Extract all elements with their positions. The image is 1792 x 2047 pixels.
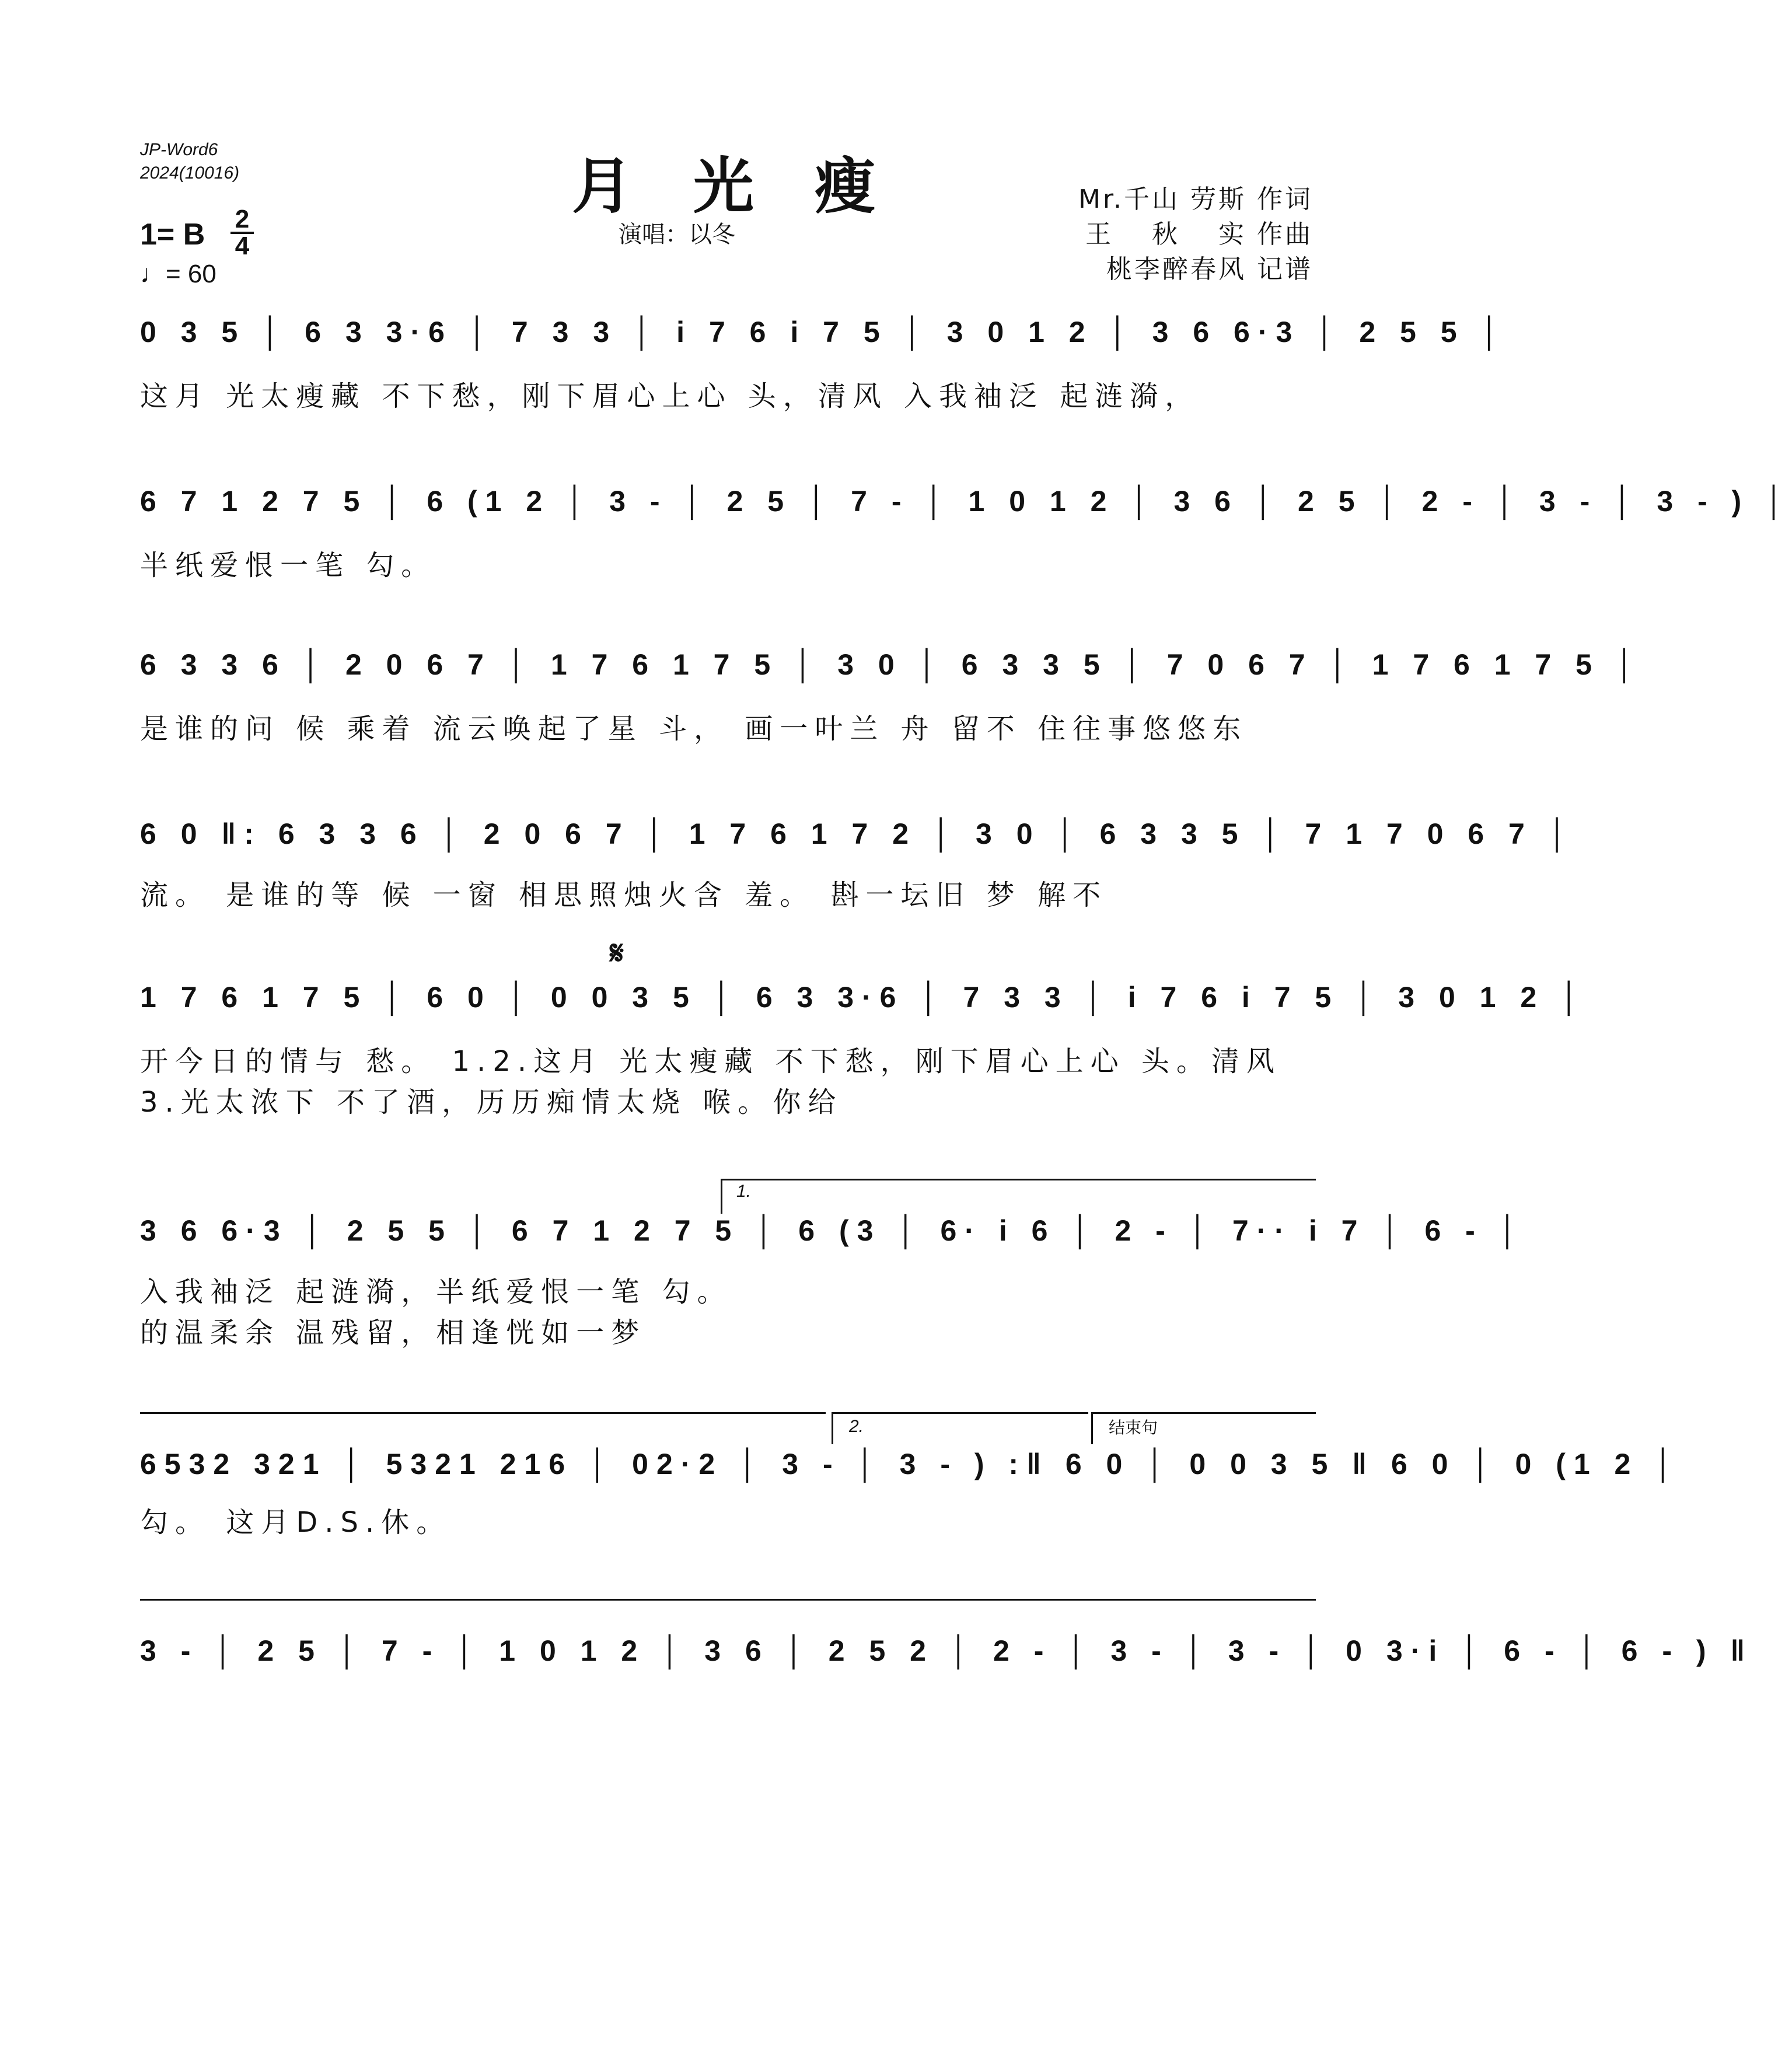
- time-signature: [230, 207, 254, 259]
- transcriber-credit: 桃李醉春风 记谱: [1106, 254, 1313, 284]
- quarter-note-icon: ♩: [140, 260, 166, 288]
- notes-line-1: 0 3 5 │ 6 3 3·6 │ 7 3 3 │ i 7 6 i 7 5 │ 3 0 1 2 │ 3 6 6·3 │ 2 5 5 │: [140, 316, 1508, 348]
- lyric-line-6b: 的温柔余 温残留，相逢恍如一梦: [140, 1316, 647, 1349]
- ending-label: 结束句: [1109, 1419, 1158, 1437]
- notes-line-2: 6 7 1 2 7 5 │ 6 (1 2 │ 3 - │ 2 5 │ 7 - │ 1 0 1 2 │ 3 6 │ 2 5 │ 2 - │ 3 - │ 3 - ) │: [140, 485, 1792, 518]
- lyric-line-5b: 3.光太浓下 不了酒，历历痴情太烧 喉。你给: [140, 1086, 843, 1119]
- segno-sign: 𝄋: [610, 934, 624, 972]
- software-label: JP-Word6: [140, 140, 218, 159]
- notes-line-7: 6532 321 │ 5321 216 │ 02·2 │ 3 - │ 3 - ) :‖ 6 0 │ 0 0 3 5 ‖ 6 0 │ 0 (1 2 │: [140, 1448, 1682, 1480]
- volta-2-bracket: [832, 1412, 1088, 1414]
- volta-1-hook: [721, 1179, 722, 1214]
- lyric-line-4: 流。 是谁的等 候 一窗 相思照烛火含 羞。 斟一坛旧 梦 解不: [140, 879, 1108, 911]
- score-line-8: [140, 1634, 1753, 1704]
- lyric-line-2: 半纸爱恨一笔 勾。: [140, 549, 436, 582]
- volta-1-label: 1.: [736, 1182, 752, 1201]
- key-signature: 1= B: [140, 218, 205, 251]
- volta-1-bracket: [721, 1179, 1316, 1180]
- lyric-line-3: 是谁的问 候 乘着 流云唤起了星 斗， 画一叶兰 舟 留不 住往事悠悠东: [140, 712, 1248, 745]
- song-title: 月 光 瘦: [571, 150, 875, 222]
- singer-credit: 演唱：以冬: [619, 221, 735, 248]
- composer-credit: 王 秋 实 作曲: [1085, 219, 1313, 249]
- lyric-line-1: 这月 光太瘦藏 不下愁，刚下眉心上心 头，清风 入我袖泛 起涟漪，: [140, 380, 1200, 413]
- time-denominator: 4: [235, 232, 250, 260]
- notes-line-5: 1 7 6 1 7 5 │ 6 0 │ 0 0 3 5 │ 6 3 3·6 │ 7 3 3 │ i 7 6 i 7 5 │ 3 0 1 2 │: [140, 981, 1588, 1014]
- tempo-marking: [140, 260, 216, 289]
- ending-bracket: [1091, 1412, 1316, 1414]
- notes-line-4: 6 0 ‖: 6 3 3 6 │ 2 0 6 7 │ 1 7 6 1 7 2 │ 3 0 │ 6 3 3 5 │ 7 1 7 0 6 7 │: [140, 818, 1576, 850]
- lyric-line-6a: 入我袖泛 起涟漪，半纸爱恨一笔 勾。: [140, 1276, 732, 1308]
- notes-line-3: 6 3 3 6 │ 2 0 6 7 │ 1 7 6 1 7 5 │ 3 0 │ 6 3 3 5 │ 7 0 6 7 │ 1 7 6 1 7 5 │: [140, 648, 1643, 681]
- ending-hook: [1091, 1412, 1093, 1444]
- lyricist-credit: Mr.千山 劳斯 作词: [1078, 184, 1313, 214]
- line-8-top-rule: [140, 1599, 1316, 1601]
- notes-line-8: 3 - │ 2 5 │ 7 - │ 1 0 1 2 │ 3 6 │ 2 5 2 │ 2 - │ 3 - │ 3 - │ 0 3·i │ 6 - │ 6 - ) ‖: [140, 1634, 1753, 1667]
- time-numerator: 2: [230, 207, 254, 234]
- volta-2-hook: [832, 1412, 833, 1444]
- score-code: 2024(10016): [140, 163, 240, 183]
- lyric-line-5a: 开今日的情与 愁。 1.2.这月 光太瘦藏 不下愁，刚下眉心上心 头。清风: [140, 1045, 1281, 1078]
- volta-2-label: 2.: [849, 1417, 864, 1436]
- notes-line-6: 3 6 6·3 │ 2 5 5 │ 6 7 1 2 7 5 │ 6 (3 │ 6· i 6 │ 2 - │ 7·· i 7 │ 6 - │: [140, 1214, 1526, 1247]
- lyric-line-7: 勾。 这月D.S.休。: [140, 1506, 452, 1539]
- tempo-value: = 60: [166, 260, 216, 288]
- line-7-top-rule: [140, 1412, 826, 1414]
